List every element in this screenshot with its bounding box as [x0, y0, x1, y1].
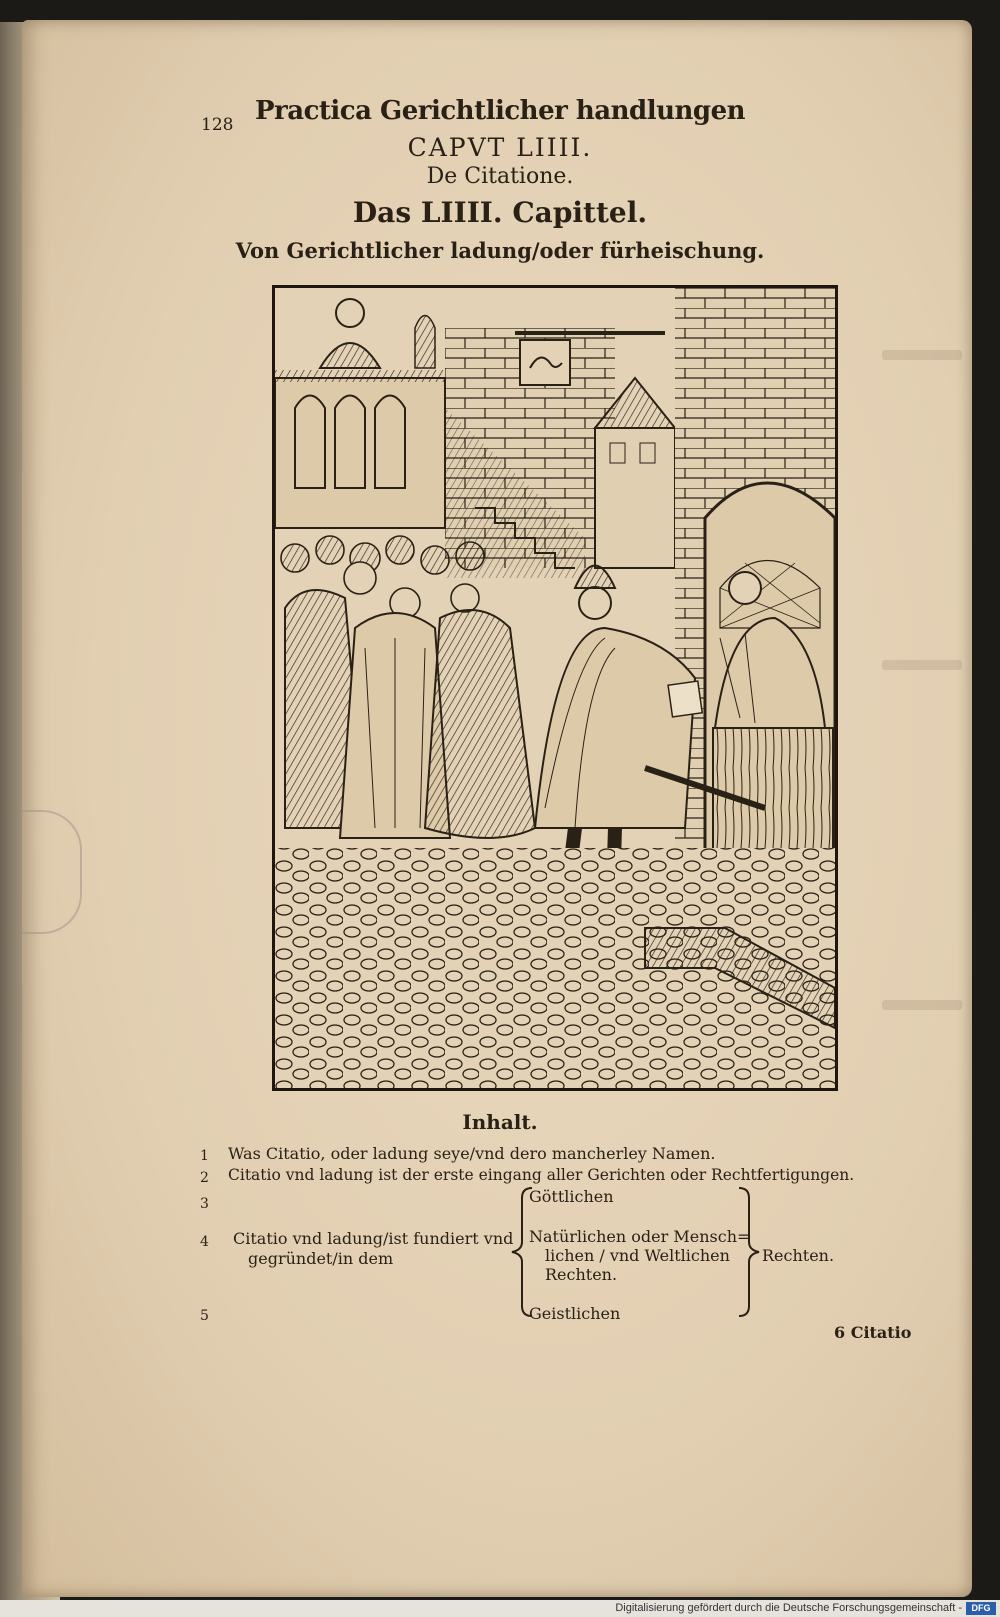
bracket-option-divine: Göttlichen: [529, 1187, 614, 1206]
bleed-through-mark: [882, 660, 962, 670]
item-number: 5: [200, 1308, 209, 1324]
bracket-left-line1: Citatio vnd ladung/ist fundiert vnd: [233, 1229, 514, 1248]
contents-item: Was Citatio, oder ladung seye/vnd dero mancherley Namen.: [228, 1144, 716, 1163]
bracket-right-label: Rechten.: [762, 1246, 835, 1265]
bracket-option-natural-line2: lichen / vnd Weltlichen: [545, 1246, 730, 1265]
dfg-logo: DFG: [966, 1602, 996, 1615]
footer-credit: Digitalisierung gefördert durch die Deutsche Forschungsgemeinschaft -: [0, 1600, 1000, 1617]
item-number: 2: [200, 1170, 209, 1186]
right-brace: [735, 1185, 765, 1320]
chapter-title-latin: CAPVT LIIII.: [407, 133, 593, 162]
bleed-through-mark: [882, 350, 962, 360]
chapter-title-german: Das LIIII. Capittel.: [352, 196, 648, 229]
bracket-option-natural-line1: Natürlichen oder Mensch=: [529, 1227, 751, 1246]
bracket-option-spiritual: Geistlichen: [529, 1304, 621, 1323]
bracket-left-line2: gegründet/in dem: [248, 1249, 394, 1268]
woodcut-illustration: [272, 285, 838, 1091]
bleed-through-mark: [882, 1000, 962, 1010]
bracket-option-natural-line3: Rechten.: [545, 1265, 618, 1284]
page-number: 128: [201, 115, 234, 135]
item-number: 4: [200, 1234, 209, 1250]
contents-item: Citatio vnd ladung ist der erste eingang aller Gerichten oder Rechtfertigungen.: [228, 1166, 855, 1184]
item-number: 3: [200, 1196, 209, 1212]
chapter-subtitle-german: Von Gerichtlicher ladung/oder fürheischung.: [235, 238, 765, 263]
catchword: 6 Citatio: [834, 1323, 912, 1342]
chapter-subtitle-latin: De Citatione.: [426, 164, 574, 189]
item-number: 1: [200, 1148, 209, 1164]
contents-heading: Inhalt.: [462, 1110, 538, 1134]
running-head: Practica Gerichtlicher handlungen: [254, 96, 746, 126]
woodcut-drawing: [275, 288, 835, 1088]
page-clip: [22, 810, 82, 934]
